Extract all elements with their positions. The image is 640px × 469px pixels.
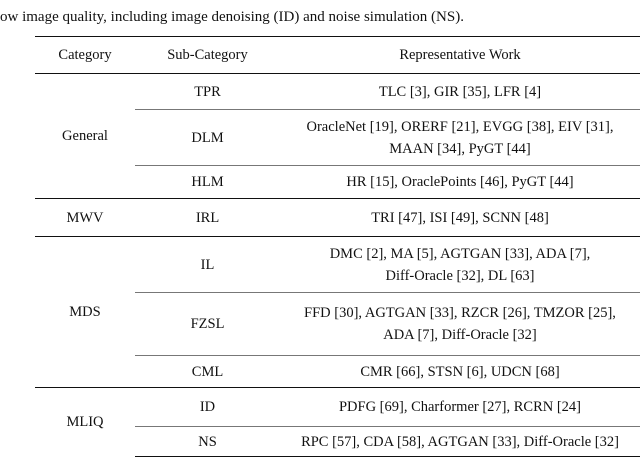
work-cell xyxy=(280,199,640,237)
work-line: PDFG [69], Charformer [27], RCRN [24] xyxy=(338,399,582,415)
work-line: FFD [30], AGTGAN [33], RZCR [26], TMZOR [25], xyxy=(304,305,616,321)
table-caption: ow image quality, including image denoising (ID) and noise simulation (NS). xyxy=(0,9,464,25)
sub-category-cell: NS xyxy=(135,427,280,457)
work-line: CMR [66], STSN [6], UDCN [68] xyxy=(360,363,560,380)
header-representative-work: Representative Work xyxy=(280,37,640,74)
sub-category-cell: TPR xyxy=(135,74,280,110)
table-row xyxy=(35,74,640,110)
table-row xyxy=(35,388,640,427)
work-cell xyxy=(280,237,640,293)
sub-category-cell: IRL xyxy=(135,199,280,237)
table-row xyxy=(35,237,640,293)
work-line: HR [15], OraclePoints [46], PyGT [44] xyxy=(346,174,574,190)
category-cell: MWV xyxy=(35,199,135,237)
work-cell xyxy=(280,356,640,388)
representative-work-table xyxy=(35,36,640,457)
work-line: DMC [2], MA [5], AGTGAN [33], ADA [7], xyxy=(329,245,591,262)
sub-category-cell: CML xyxy=(135,356,280,388)
work-line: ADA [7], Diff-Oracle [32] xyxy=(383,327,537,343)
work-line: TRI [47], ISI [49], SCNN [48] xyxy=(371,209,549,226)
sub-category-cell: IL xyxy=(135,237,280,293)
work-line: Diff-Oracle [32], DL [63] xyxy=(385,267,535,284)
category-cell: MDS xyxy=(35,237,135,388)
category-cell: General xyxy=(35,74,135,199)
work-cell xyxy=(280,166,640,199)
category-cell: MLIQ xyxy=(35,388,135,457)
table-row xyxy=(35,199,640,237)
work-line: RPC [57], CDA [58], AGTGAN [33], Diff-Oracle [32] xyxy=(301,433,619,450)
work-cell xyxy=(280,293,640,356)
work-cell xyxy=(280,427,640,457)
work-line: TLC [3], GIR [35], LFR [4] xyxy=(378,83,542,100)
work-line: MAAN [34], PyGT [44] xyxy=(389,140,531,157)
sub-category-cell: HLM xyxy=(135,166,280,199)
work-cell xyxy=(280,388,640,427)
table-header-row xyxy=(35,37,640,74)
work-cell xyxy=(280,110,640,166)
sub-category-cell: DLM xyxy=(135,110,280,166)
header-sub-category: Sub-Category xyxy=(135,37,280,74)
sub-category-cell: FZSL xyxy=(135,293,280,356)
sub-category-cell: ID xyxy=(135,388,280,427)
work-line: OracleNet [19], ORERF [21], EVGG [38], EIV [31], xyxy=(306,118,614,135)
work-cell xyxy=(280,74,640,110)
header-category: Category xyxy=(35,37,135,74)
